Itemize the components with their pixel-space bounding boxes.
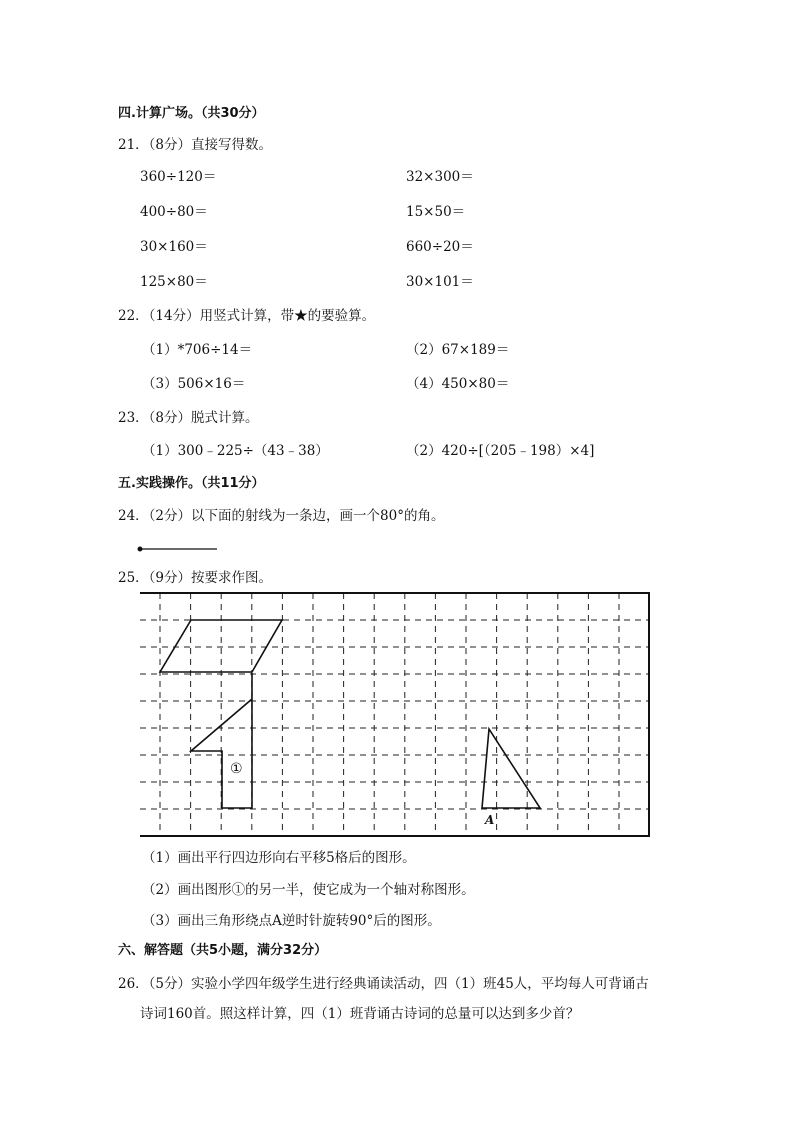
q21-item: 360÷120＝: [140, 169, 217, 185]
question-26-line-2: 诗词160首。照这样计算，四（1）班背诵古诗词的总量可以达到多少首？: [140, 1006, 580, 1022]
q23-item: （1）300﹣225÷（43﹣38）: [142, 443, 329, 459]
q21-item: 32×300＝: [406, 169, 474, 185]
shape-one-label: ①: [230, 761, 243, 777]
question-25-title: 25．（9分）按要求作图。: [118, 570, 273, 586]
point-a-label: A: [485, 813, 495, 827]
question-22-title: 22．（14分）用竖式计算，带★的要验算。: [118, 308, 376, 324]
q25-instruction: （3）画出三角形绕点A逆时针旋转90°后的图形。: [142, 913, 441, 929]
question-26-line-1: 26．（5分）实验小学四年级学生进行经典诵读活动，四（1）班45人，平均每人可背诵古: [118, 976, 649, 992]
section-six-title: 六、解答题（共5小题，满分32分）: [118, 943, 328, 958]
q21-item: 30×160＝: [140, 239, 208, 255]
grid-lines: [140, 593, 649, 836]
q22-item: （4）450×80＝: [406, 376, 510, 392]
triangle-a: [482, 729, 540, 808]
question-23-title: 23．（8分）脱式计算。: [118, 410, 259, 426]
q21-item: 400÷80＝: [140, 204, 208, 220]
q22-item: （3）506×16＝: [142, 376, 246, 392]
section-four-title: 四.计算广场。（共30分）: [118, 106, 265, 121]
q25-instruction: （1）画出平行四边形向右平移5格后的图形。: [142, 850, 416, 866]
question-21-title: 21．（8分）直接写得数。: [118, 137, 273, 153]
q21-item: 30×101＝: [406, 274, 474, 290]
q23-item: （2）420÷[（205﹣198）×4]: [406, 443, 595, 459]
q22-item: （1）*706÷14＝: [142, 342, 253, 358]
q25-instruction: （2）画出图形①的另一半，使它成为一个轴对称图形。: [142, 882, 475, 898]
section-five-title: 五.实践操作。（共11分）: [118, 476, 265, 491]
q22-item: （2）67×189＝: [406, 342, 510, 358]
question-24-title: 24．（2分）以下面的射线为一条边，画一个80°的角。: [118, 508, 445, 524]
q21-item: 15×50＝: [406, 204, 466, 220]
q21-item: 660÷20＝: [406, 239, 474, 255]
ray-figure: [135, 542, 225, 556]
drawing-grid: [138, 590, 653, 840]
q21-item: 125×80＝: [140, 274, 208, 290]
